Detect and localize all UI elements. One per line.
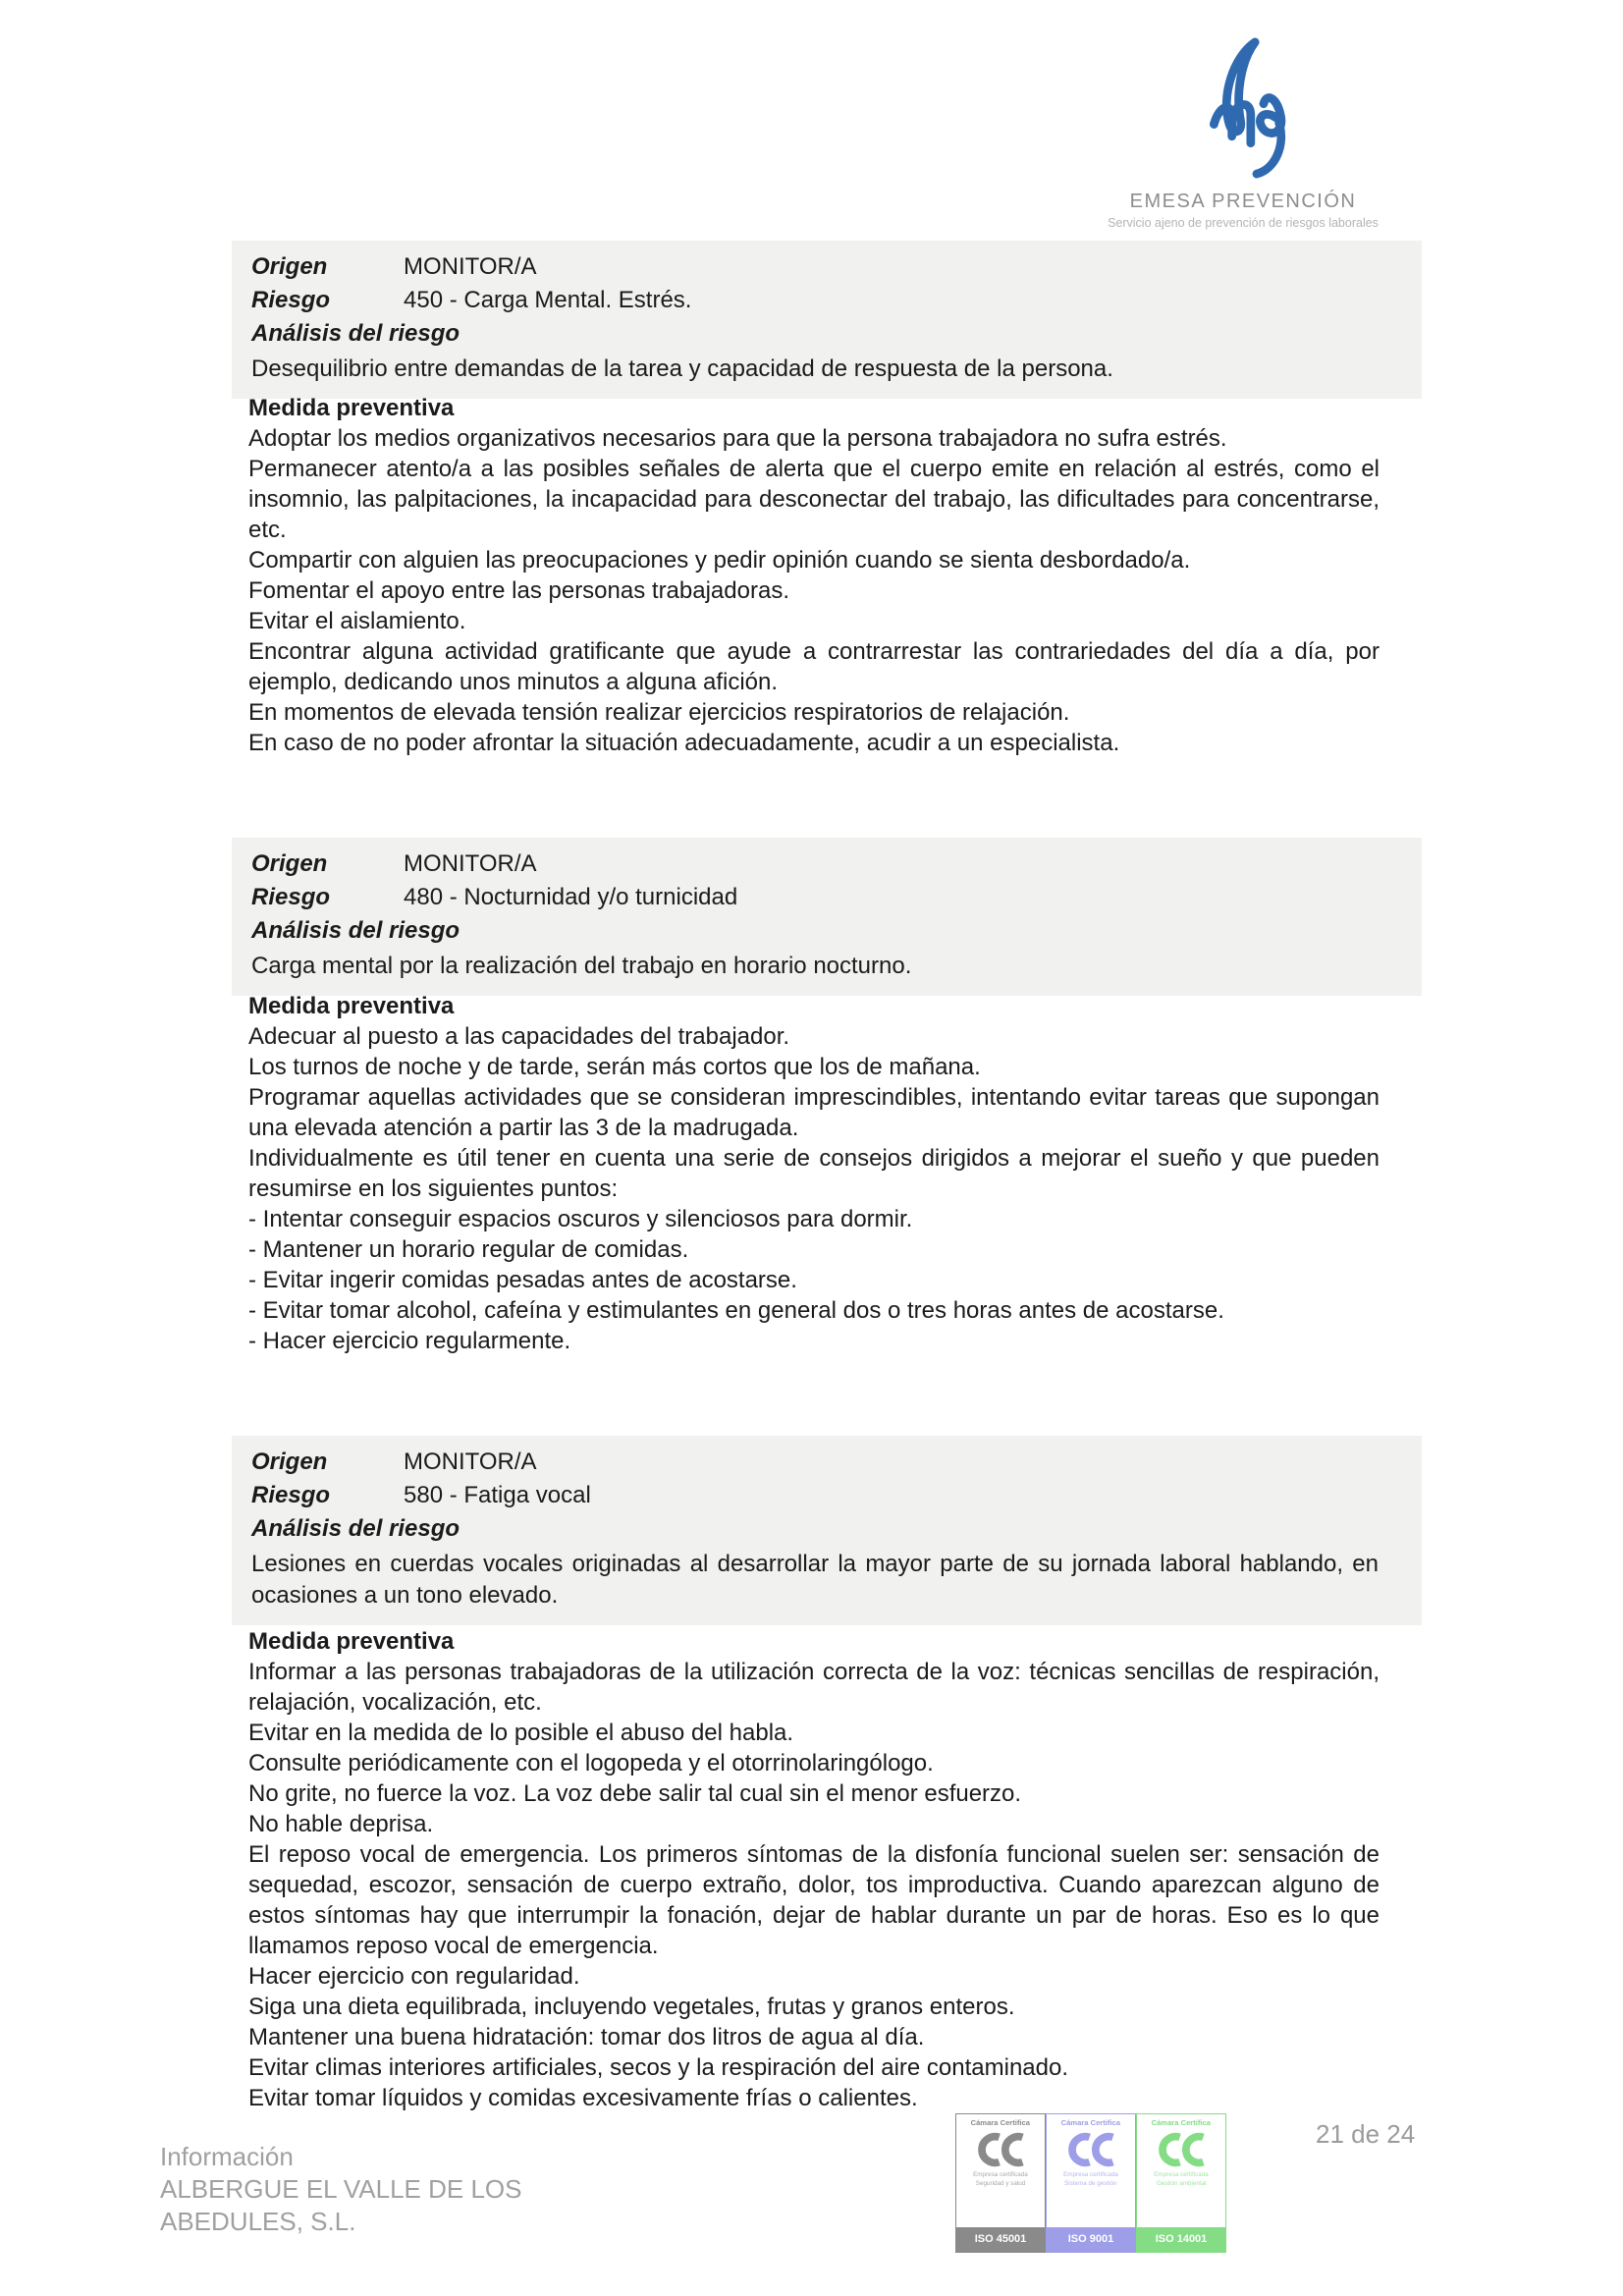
brand-tagline: Servicio ajeno de prevención de riesgos laborales [1108, 216, 1379, 230]
medida-heading: Medida preventiva [248, 1628, 455, 1655]
origen-label: Origen [251, 253, 328, 280]
medida-item: Individualmente es útil tener en cuenta una serie de consejos dirigidos a mejorar el sueño y que pueden resumirse en los siguientes puntos: [248, 1145, 1380, 1202]
badge-subline: Empresa certificada [1063, 2171, 1118, 2178]
analisis-text: Desequilibrio entre demandas de la tarea y capacidad de respuesta de la persona. [251, 355, 1113, 382]
riesgo-value: 580 - Fatiga vocal [404, 1482, 591, 1508]
risk-header-box-2 [232, 838, 1422, 996]
iso-45001-badge [955, 2113, 1046, 2253]
medida-item: No hable deprisa. [248, 1811, 434, 1837]
camara-certifica-cc-icon [1154, 2129, 1209, 2170]
medida-item: En caso de no poder afrontar la situación adecuadamente, acudir a un especialista. [248, 730, 1120, 756]
riesgo-label: Riesgo [251, 287, 331, 313]
medida-item: Los turnos de noche y de tarde, serán más cortos que los de mañana. [248, 1054, 981, 1080]
page-number: 21 de 24 [1316, 2119, 1416, 2149]
badge-title: Cámara Certifica [1060, 2118, 1121, 2127]
badge-subline: Sistema de gestión [1064, 2180, 1117, 2187]
medida-item: Informar a las personas trabajadoras de la utilización correcta de la voz: técnicas sencillas de respiración, relajación, vocalización, etc. [248, 1659, 1380, 1716]
eme-logo-icon [1183, 33, 1303, 183]
riesgo-value: 480 - Nocturnidad y/o turnicidad [404, 884, 738, 910]
brand-name: EMESA PREVENCIÓN [1129, 191, 1357, 212]
company-name-line1: ALBERGUE EL VALLE DE LOS [160, 2174, 522, 2204]
analisis-text: Carga mental por la realización del trabajo en horario nocturno. [251, 953, 912, 979]
medida-item: - Evitar ingerir comidas pesadas antes de acostarse. [248, 1267, 797, 1293]
medida-item: Permanecer atento/a a las posibles señales de alerta que el cuerpo emite en relación al estrés, como el insomnio, las palpitaciones, la incapacidad para desconectar del trabajo, las dificultades para concentrarse, etc. [248, 456, 1380, 543]
medida-item: No grite, no fuerce la voz. La voz debe salir tal cual sin el menor esfuerzo. [248, 1780, 1022, 1807]
origen-value: MONITOR/A [404, 253, 537, 280]
origen-row [251, 1447, 1402, 1478]
iso-number-band: ISO 45001 [956, 2227, 1045, 2252]
riesgo-value: 450 - Carga Mental. Estrés. [404, 287, 692, 313]
analisis-label: Análisis del riesgo [251, 1515, 460, 1542]
medida-heading: Medida preventiva [248, 395, 455, 421]
medida-item: Mantener una buena hidratación: tomar dos litros de agua al día. [248, 2024, 925, 2050]
riesgo-row [251, 285, 1402, 316]
riesgo-row [251, 882, 1402, 913]
medida-item: - Mantener un horario regular de comidas. [248, 1236, 689, 1263]
camara-certifica-cc-icon [973, 2129, 1028, 2170]
riesgo-label: Riesgo [251, 884, 331, 910]
medida-item: Adoptar los medios organizativos necesarios para que la persona trabajadora no sufra estrés. [248, 425, 1227, 452]
iso-number-band: ISO 14001 [1137, 2227, 1225, 2252]
iso-14001-badge [1136, 2113, 1226, 2253]
company-logo [1100, 33, 1386, 230]
footer-info [160, 2141, 522, 2238]
origen-value: MONITOR/A [404, 1449, 537, 1475]
origen-label: Origen [251, 1449, 328, 1475]
medida-item: El reposo vocal de emergencia. Los primeros síntomas de la disfonía funcional suelen ser: sensación de sequedad, escozor, sensación de cuerpo extraño, dolor, tos improductiva. Cuando aparezcan alguno de estos síntomas hay que interrumpir la fonación, dejar de hablar durante un par de horas. Eso es lo que llamamos reposo vocal de emergencia. [248, 1841, 1380, 1959]
preventive-measures-1 [248, 393, 1380, 758]
preventive-measures-3 [248, 1626, 1380, 2113]
medida-item: Encontrar alguna actividad gratificante que ayude a contrarrestar las contrariedades del día a día, por ejemplo, dedicando unos minutos a alguna afición. [248, 638, 1380, 695]
badge-title: Cámara Certifica [1151, 2118, 1212, 2127]
iso-number-band: ISO 9001 [1047, 2227, 1135, 2252]
medida-item: Fomentar el apoyo entre las personas trabajadoras. [248, 577, 789, 604]
risk-header-box-3 [232, 1436, 1422, 1625]
analisis-text: Lesiones en cuerdas vocales originadas al desarrollar la mayor parte de su jornada laboral hablando, en ocasiones a un tono elevado. [251, 1551, 1379, 1609]
badge-subline: Empresa certificada [1154, 2171, 1209, 2178]
medidas-list [248, 1021, 1380, 1356]
medidas-list [248, 1657, 1380, 2113]
medida-item: - Hacer ejercicio regularmente. [248, 1328, 571, 1354]
badge-subline: Gestión ambiental [1156, 2180, 1207, 2187]
medida-item: Consulte periódicamente con el logopeda y el otorrinolaringólogo. [248, 1750, 934, 1777]
medida-item: Evitar climas interiores artificiales, secos y la respiración del aire contaminado. [248, 2054, 1069, 2081]
camara-certifica-cc-icon [1063, 2129, 1118, 2170]
medida-item: Evitar en la medida de lo posible el abuso del habla. [248, 1720, 794, 1746]
origen-row [251, 848, 1402, 880]
origen-row [251, 251, 1402, 283]
preventive-measures-2 [248, 991, 1380, 1356]
analisis-label: Análisis del riesgo [251, 320, 460, 347]
medida-heading: Medida preventiva [248, 993, 455, 1019]
medida-item: Compartir con alguien las preocupaciones y pedir opinión cuando se sienta desbordado/a. [248, 547, 1191, 574]
medidas-list [248, 423, 1380, 758]
riesgo-row [251, 1480, 1402, 1511]
analisis-label: Análisis del riesgo [251, 917, 460, 944]
origen-label: Origen [251, 850, 328, 877]
medida-item: Adecuar al puesto a las capacidades del trabajador. [248, 1023, 790, 1050]
risk-header-box-1 [232, 241, 1422, 399]
badge-subline: Empresa certificada [973, 2171, 1028, 2178]
medida-item: Programar aquellas actividades que se consideran imprescindibles, intentando evitar tareas que supongan una elevada atención a partir las 3 de la madrugada. [248, 1084, 1380, 1141]
medida-item: En momentos de elevada tensión realizar ejercicios respiratorios de relajación. [248, 699, 1070, 726]
medida-item: Evitar el aislamiento. [248, 608, 466, 634]
riesgo-label: Riesgo [251, 1482, 331, 1508]
badge-title: Cámara Certifica [970, 2118, 1031, 2127]
medida-item: - Intentar conseguir espacios oscuros y silenciosos para dormir. [248, 1206, 913, 1232]
iso-9001-badge [1046, 2113, 1136, 2253]
origen-value: MONITOR/A [404, 850, 537, 877]
certification-badges [955, 2113, 1226, 2253]
company-name-line2: ABEDULES, S.L. [160, 2207, 356, 2236]
medida-item: Siga una dieta equilibrada, incluyendo vegetales, frutas y granos enteros. [248, 1994, 1015, 2020]
medida-item: - Evitar tomar alcohol, cafeína y estimulantes en general dos o tres horas antes de acostarse. [248, 1297, 1224, 1324]
medida-item: Hacer ejercicio con regularidad. [248, 1963, 580, 1990]
info-label: Información [160, 2142, 294, 2171]
medida-item: Evitar tomar líquidos y comidas excesivamente frías o calientes. [248, 2085, 918, 2111]
badge-subline: Seguridad y salud [975, 2180, 1026, 2187]
